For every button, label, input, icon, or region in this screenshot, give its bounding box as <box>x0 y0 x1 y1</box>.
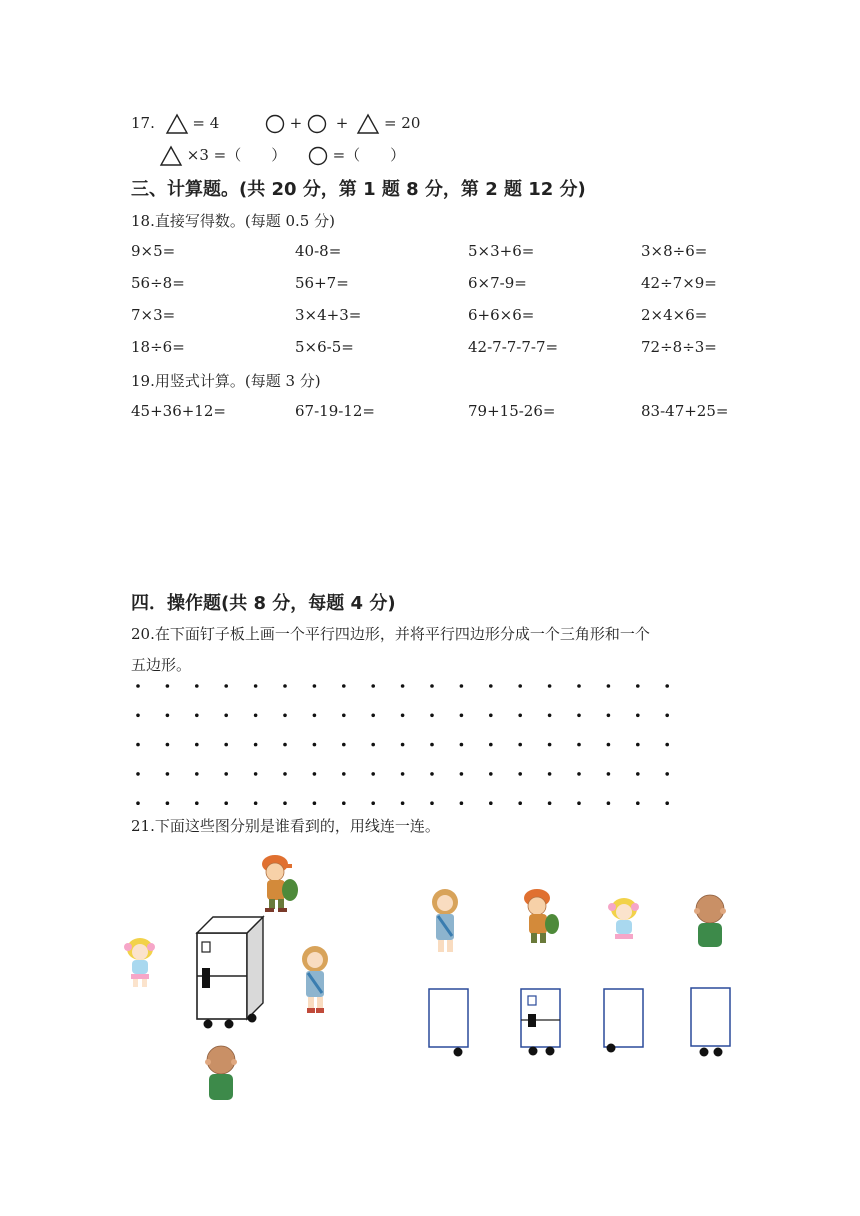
q18-item: 42÷7×9= <box>641 274 717 292</box>
q17-answer-b: =（ ） <box>332 146 406 164</box>
viewer-girl-blonde-icon <box>608 898 639 939</box>
q18-item: 6+6×6= <box>468 306 535 324</box>
viewer-girl-long-hair-icon <box>432 889 458 952</box>
q18-item: 2×4×6= <box>641 306 708 324</box>
q18-item: 6×7-9= <box>468 274 527 292</box>
q17-number: 17. <box>131 114 155 132</box>
q19-item: 67-19-12= <box>295 402 375 420</box>
q18-item: 56÷8= <box>131 274 185 292</box>
q19-title: 19.用竖式计算。(每题 3 分) <box>131 372 321 390</box>
q17-plus-1: + <box>289 114 303 132</box>
viewer-boy-cap-icon <box>524 889 559 943</box>
q18-item: 3×8÷6= <box>641 242 708 260</box>
q18-item: 56+7= <box>295 274 349 292</box>
q18-item: 5×3+6= <box>468 242 535 260</box>
q19-item: 79+15-26= <box>468 402 556 420</box>
q18-item: 18÷6= <box>131 338 185 356</box>
q17-plus-2: + <box>335 114 349 132</box>
section4-title: 四．操作题(共 8 分，每题 4 分) <box>131 593 396 614</box>
q18-item: 9×5= <box>131 242 176 260</box>
q17-rhs: = 20 <box>383 114 421 132</box>
q18-item: 5×6-5= <box>295 338 354 356</box>
q17-answer-a: ×3 =（ ） <box>186 146 287 164</box>
q20-line2: 五边形。 <box>131 656 192 674</box>
view-box-2 <box>521 989 560 1056</box>
section3-title: 三、计算题。(共 20 分，第 1 题 8 分，第 2 题 12 分) <box>131 179 586 200</box>
q19-item: 45+36+12= <box>131 402 226 420</box>
view-box-3 <box>604 989 643 1053</box>
q18-item: 42-7-7-7-7= <box>468 338 559 356</box>
q17-eq1: = 4 <box>192 114 220 132</box>
q18-item: 7×3= <box>131 306 176 324</box>
view-box-4 <box>691 988 730 1057</box>
q18-item: 40-8= <box>295 242 342 260</box>
viewer-boy-back-icon <box>694 895 726 947</box>
view-box-1 <box>429 989 468 1057</box>
q19-item: 83-47+25= <box>641 402 729 420</box>
q18-title: 18.直接写得数。(每题 0.5 分) <box>131 212 335 230</box>
q20-line1: 20.在下面钉子板上画一个平行四边形，并将平行四边形分成一个三角形和一个 <box>131 625 650 643</box>
q18-item: 3×4+3= <box>295 306 362 324</box>
q21-title: 21.下面这些图分别是谁看到的，用线连一连。 <box>131 817 440 835</box>
q18-item: 72÷8÷3= <box>641 338 717 356</box>
